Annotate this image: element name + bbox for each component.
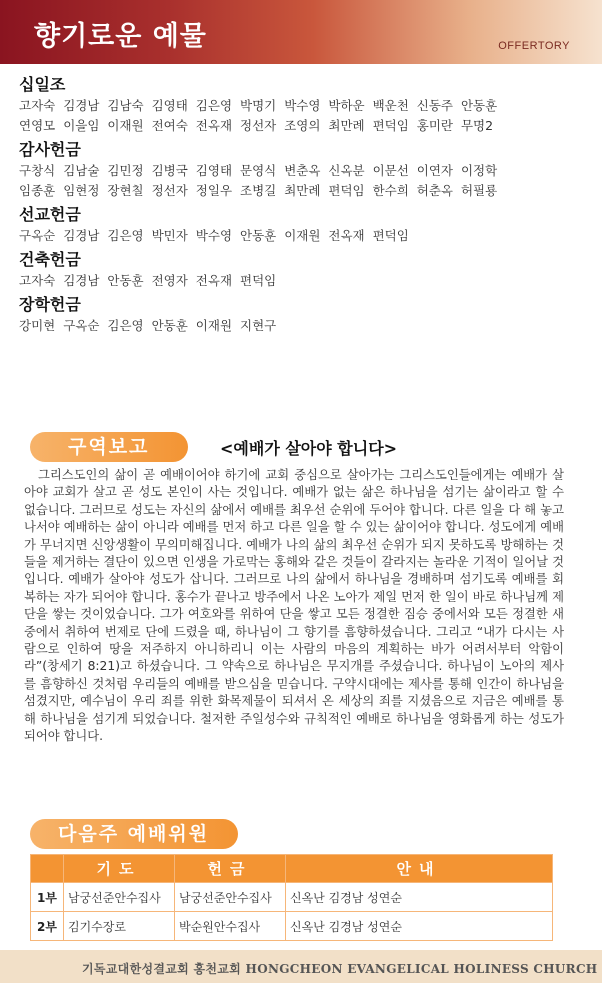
donor-names bbox=[19, 271, 587, 291]
next-week-tab: 다음주 예배위원 bbox=[30, 819, 238, 849]
donor-names bbox=[19, 316, 587, 336]
column-header bbox=[31, 855, 64, 883]
church-name: 기독교대한성결교회 홍천교회 HONGCHEON EVANGELICAL HOLINESS CHURCH bbox=[82, 962, 598, 976]
category-heading: 건축헌금 bbox=[19, 250, 81, 269]
donor-line: 고자숙 김경남 안동훈 전영자 전옥재 편덕임 bbox=[19, 273, 277, 288]
page-subtitle: OFFERTORY bbox=[498, 40, 570, 52]
donor-line: 구창식 김남술 김민정 김병국 김영태 문영식 변춘옥 신옥분 이문선 이연자 이정학 bbox=[19, 163, 498, 178]
donor-names bbox=[19, 161, 587, 201]
offering-cell: 남궁선준안수집사 bbox=[175, 883, 286, 912]
page-header bbox=[0, 0, 602, 64]
donor-line: 임종훈 임현정 장현칠 정선자 정일우 조병길 최만례 편덕임 한수희 허춘옥 허필룡 bbox=[19, 183, 498, 198]
offering-category bbox=[19, 204, 587, 246]
prayer-cell: 김기수장로 bbox=[64, 912, 175, 941]
table-row bbox=[31, 912, 553, 941]
category-heading: 선교헌금 bbox=[19, 205, 81, 224]
page-title: 향기로운 예물 bbox=[34, 21, 207, 52]
page-footer bbox=[0, 950, 602, 983]
donor-line: 구옥순 김경남 김은영 박민자 박수영 안동훈 이재원 전옥재 편덕임 bbox=[19, 228, 409, 243]
category-heading: 감사헌금 bbox=[19, 140, 81, 159]
offering-cell: 박순원안수집사 bbox=[175, 912, 286, 941]
service-number: 2부 bbox=[31, 912, 64, 941]
usher-cell: 신옥난 김경남 성연순 bbox=[286, 883, 553, 912]
offering-category bbox=[19, 74, 587, 136]
worship-committee-table bbox=[30, 854, 553, 941]
usher-cell: 신옥난 김경남 성연순 bbox=[286, 912, 553, 941]
table-header-row bbox=[31, 855, 553, 883]
service-number: 1부 bbox=[31, 883, 64, 912]
district-report-tab: 구역보고 bbox=[30, 432, 188, 462]
category-heading: 장학헌금 bbox=[19, 295, 81, 314]
article-title: <예배가 살아야 합니다> bbox=[220, 439, 398, 458]
donor-names bbox=[19, 96, 587, 136]
table-row bbox=[31, 883, 553, 912]
column-header: 안내 bbox=[286, 855, 553, 883]
donor-line: 강미현 구옥순 김은영 안동훈 이재원 지현구 bbox=[19, 318, 277, 333]
column-header: 기도 bbox=[64, 855, 175, 883]
offering-category bbox=[19, 139, 587, 201]
column-header: 헌금 bbox=[175, 855, 286, 883]
article-body: 그리스도인의 삶이 곧 예배이어야 하기에 교회 중심으로 살아가는 그리스도인들에게는 예배가 살아야 교회가 살고 곧 성도 본인이 사는 것입니다. 예배가 없는 삶은 하나님을 섬기는 삶이라고 할 수 없습니다. 그러므로 성도는 자신의 삶에서 예배를 최우선 순위에 두어야 합니다. 다른 일을 다 해 놓고 나서야 예배하는 삶이 아니라 예배를 먼저 하고 다른 일을 할 수 있는 삶이어야 합니다. 성도에게 예배가 무너지면 신앙생활이 무의미해집니다. 예배가 나의 삶의 최우선 순위가 되지 못하도록 방해하는 것들을 제거하는 결단이 있으면 인생을 가로막는 홍해와 같은 것들이 갈라지는 놀라운 기적이 일어날 것입니다. 예배가 살아야 성도가 삽니다. 그러므로 나의 삶에서 하나님을 경배하며 섬기도록 예배를 회복하는 자가 되어야 합니다. 홍수가 끝나고 방주에서 나온 노아가 제일 먼저 한 일이 바로 하나님께 제단을 쌓는 것이었습니다. 그가 여호와를 위하여 단을 쌓고 모든 정결한 짐승 중에서와 모든 정결한 새 중에서 취하여 번제로 단에 드렸을 때, 하나님이 그 향기를 흠향하셨습니다. 그리고 “내가 다시는 사람으로 인하여 땅을 저주하지 아니하리니 이는 사람의 마음의 계획하는 바가 어려서부터 악함이라”(창세기 8:21)고 하셨습니다. 그 약속으로 하나님은 무지개를 주셨습니다. 하나님이 노아의 제사를 흠향하신 것처럼 우리들의 예배를 받으심을 믿습니다. 구약시대에는 제사를 통해 인간이 하나님을 섬겼지만, 예수님이 우리 죄를 위한 화목제물이 되셔서 온 세상의 죄를 지셨음으로 지금은 예배를 통해 하나님을 섬기게 되었습니다. 철저한 주일성수와 규칙적인 예배로 하나님을 영화롭게 하는 성도가 되어야 합니다. bbox=[24, 468, 564, 744]
offering-category bbox=[19, 249, 587, 291]
offering-list bbox=[19, 74, 587, 339]
donor-line: 고자숙 김경남 김남숙 김영태 김은영 박명기 박수영 박하운 백운천 신동주 안동훈 bbox=[19, 98, 498, 113]
prayer-cell: 남궁선준안수집사 bbox=[64, 883, 175, 912]
offering-category bbox=[19, 294, 587, 336]
donor-line: 연영모 이을임 이재원 전여숙 전옥재 정선자 조영의 최만례 편덕임 홍미란 무명2 bbox=[19, 118, 494, 133]
category-heading: 십일조 bbox=[19, 75, 66, 94]
donor-names bbox=[19, 226, 587, 246]
